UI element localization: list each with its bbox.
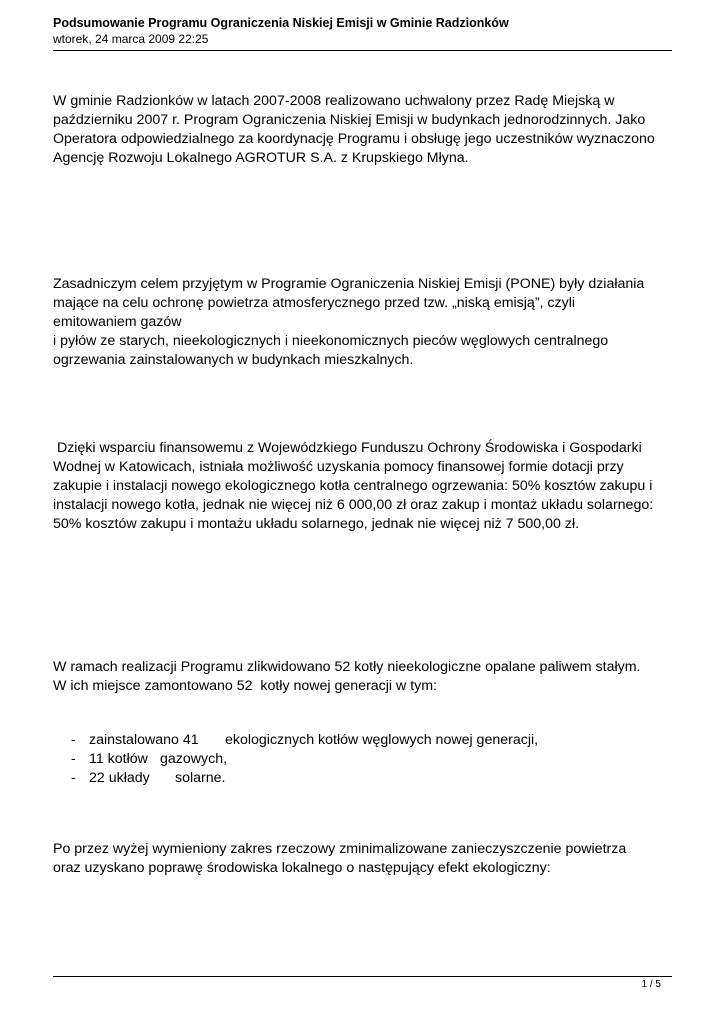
list-item xyxy=(53,750,673,769)
paragraph-line: Agencję Rozwoju Lokalnego AGROTUR S.A. z Krupskiego Młyna. xyxy=(53,150,469,166)
paragraph-effect xyxy=(53,840,683,878)
bullet-dash: - xyxy=(71,732,76,748)
paragraph-line: Zasadniczym celem przyjętym w Programie Ograniczenia Niskiej Emisji (PONE) były działania xyxy=(53,276,645,292)
paragraph-line: ogrzewania zainstalowanych w budynkach mieszkalnych. xyxy=(53,352,414,368)
page-number: 1 / 5 xyxy=(641,979,661,990)
paragraph-line: Dzięki wsparciu finansowemu z Wojewódzkiego Funduszu Ochrony Środowiska i Gospodarki xyxy=(53,440,642,456)
document-title: Podsumowanie Programu Ograniczenia Niskiej Emisji w Gminie Radzionków xyxy=(53,16,509,30)
bullet-text: zainstalowano 41 xyxy=(89,732,199,748)
paragraph-line: oraz uzyskano poprawę środowiska lokalnego o następujący efekt ekologiczny: xyxy=(53,860,551,876)
page-header xyxy=(53,15,673,47)
bullet-value: ekologicznych kotłów węglowych nowej generacji, xyxy=(225,732,539,748)
paragraph-line: emitowaniem gazów xyxy=(53,314,182,330)
bullet-value: gazowych, xyxy=(160,751,228,767)
paragraph-line: i pyłów ze starych, nieekologicznych i nieekonomicznych pieców węglowych centralnego xyxy=(53,333,609,349)
paragraph-line: W ramach realizacji Programu zlikwidowano 52 kotły nieekologiczne opalane paliwem stałym. xyxy=(53,659,641,675)
paragraph-line: zakupie i instalacji nowego ekologicznego kotła centralnego ogrzewania: 50% kosztów zakupu i xyxy=(53,478,653,494)
paragraph-funding xyxy=(53,439,683,534)
paragraph-goal xyxy=(53,275,683,370)
header-divider xyxy=(53,50,672,51)
list-item xyxy=(53,769,673,788)
paragraph-intro xyxy=(53,92,683,168)
paragraph-line: 50% kosztów zakupu i montażu układu solarnego, jednak nie więcej niż 7 500,00 zł. xyxy=(53,516,580,532)
paragraph-line: W gminie Radzionków w latach 2007-2008 realizowano uchwalony przez Radę Miejską w xyxy=(53,93,615,109)
paragraph-line: Operatora odpowiedzialnego za koordynację Programu i obsługę jego uczestników wyznaczono xyxy=(53,131,655,147)
bullet-value: solarne. xyxy=(175,770,226,786)
bullet-dash: - xyxy=(71,770,76,786)
paragraph-line: październiku 2007 r. Program Ograniczenia Niskiej Emisji w budynkach jednorodzinnych. Jako xyxy=(53,112,646,128)
bullet-dash: - xyxy=(71,751,76,767)
paragraph-line: mające na celu ochronę powietrza atmosferycznego przed tzw. „niską emisją”, czyli xyxy=(53,295,576,311)
bullet-text: 11 kotłów xyxy=(89,751,148,767)
paragraph-line: instalacji nowego kotła, jednak nie więcej niż 6 000,00 zł oraz zakup i montaż układu solarnego: xyxy=(53,497,654,513)
paragraph-results xyxy=(53,658,683,696)
list-item xyxy=(53,731,673,750)
bullet-list xyxy=(53,731,673,788)
paragraph-line: Wodnej w Katowicach, istniała możliwość uzyskania pomocy finansowej formie dotacji przy xyxy=(53,459,624,475)
footer-divider xyxy=(53,976,672,977)
bullet-text: 22 układy xyxy=(89,770,150,786)
paragraph-line: Po przez wyżej wymieniony zakres rzeczowy zminimalizowane zanieczyszczenie powietrza xyxy=(53,841,627,857)
document-date: wtorek, 24 marca 2009 22:25 xyxy=(53,32,209,46)
paragraph-line: W ich miejsce zamontowano 52 kotły nowej generacji w tym: xyxy=(53,678,438,694)
